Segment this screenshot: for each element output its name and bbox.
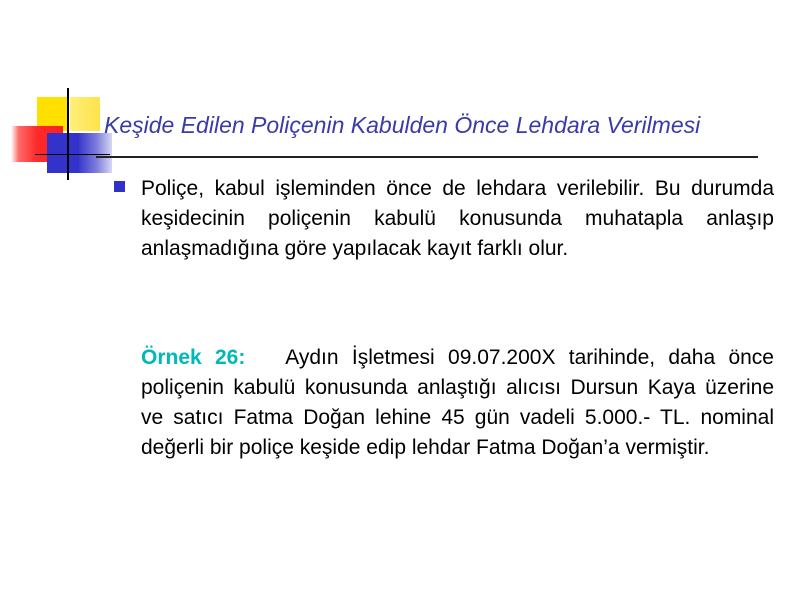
bullet-square-icon — [114, 181, 125, 192]
slide-title: Keşide Edilen Poliçenin Kabulden Önce Lehdara Verilmesi — [104, 112, 701, 138]
example-paragraph — [141, 343, 774, 463]
bullet-paragraph: Poliçe, kabul işleminden önce de lehdara verilebilir. Bu durumda keşidecinin poliçenin kabulü konusunda muhatapla anlaşıp anlaşmadığına göre yapılacak kayıt farklı olur. — [141, 177, 774, 260]
example-label: Örnek 26: — [141, 346, 246, 369]
title-underline — [96, 156, 758, 158]
logo-horizontal-line — [35, 154, 110, 155]
logo-blue-gradient-square — [79, 133, 112, 173]
example-text: Aydın İşletmesi 09.07.200X tarihinde, daha önce poliçenin kabulü konusunda anlaştığı alıcısı Dursun Kaya üzerine ve satıcı Fatma Doğan lehine 45 gün vadeli 5.000.- TL. nominal değerli bir poliçe keşide edip lehdar Fatma Doğan’a vermiştir. — [141, 346, 774, 459]
decorative-squares-logo — [0, 0, 120, 190]
logo-blue-square — [47, 133, 79, 173]
logo-yellow-gradient-square — [70, 97, 100, 131]
logo-vertical-line — [67, 88, 69, 180]
